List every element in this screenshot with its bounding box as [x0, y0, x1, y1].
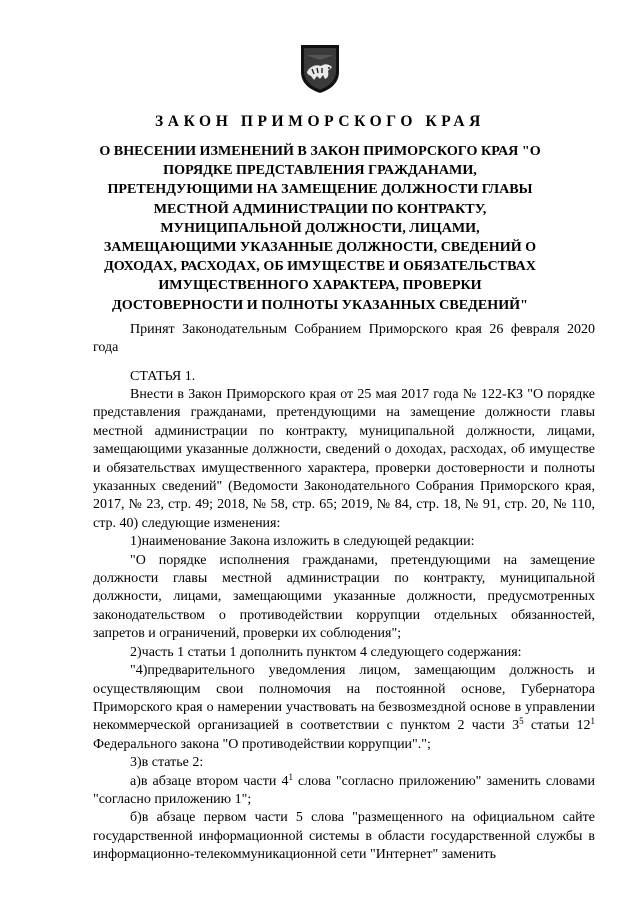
law-subtitle: О ВНЕСЕНИИ ИЗМЕНЕНИЙ В ЗАКОН ПРИМОРСКОГО КРАЯ "О ПОРЯДКЕ ПРЕДСТАВЛЕНИЯ ГРАЖДАНАМИ, ПРЕТЕНДУЮЩИМИ НА ЗАМЕЩЕНИЕ ДОЛЖНОСТИ ГЛАВЫ МЕСТНОЙ АДМИНИСТРАЦИИ ПО КОНТРАКТУ, МУНИЦИПАЛЬНОЙ ДОЛЖНОСТИ, ЛИЦАМИ, ЗАМЕЩАЮЩИМИ УКАЗАННЫЕ ДОЛЖНОСТИ, СВЕДЕНИЙ О ДОХОДАХ, РАСХОДАХ, ОБ ИМУЩЕСТВЕ И ОБЯЗАТЕЛЬСТВАХ ИМУЩЕСТВЕННОГО ХАРАКТЕРА, ПРОВЕРКИ ДОСТОВЕРНОСТИ И ПОЛНОТЫ УКАЗАННЫХ СВЕДЕНИЙ"	[99, 143, 541, 313]
article-body	[93, 386, 595, 865]
item-3a	[93, 773, 595, 810]
item-3a-text-a: а)в абзаце втором части 4	[130, 773, 289, 789]
item-2: 2)часть 1 статьи 1 дополнить пунктом 4 следующего содержания:	[130, 644, 522, 660]
item-2-quote-text-b: статьи 12	[523, 718, 591, 734]
item-3: 3)в статье 2:	[130, 755, 204, 771]
superscript: 1	[590, 716, 595, 727]
item-2-quote	[93, 662, 595, 754]
item-1: 1)наименование Закона изложить в следующей редакции:	[130, 534, 475, 550]
superscript: 5	[519, 716, 524, 727]
superscript: 1	[288, 771, 293, 782]
item-2-quote-text-a: "4)предварительного уведомления лицом, замещающим должность и осуществляющим свои полномочия на постоянной основе, Губернатора Приморского края о намерении участвовать на безвозмездной основе в управлении некоммерческой организацией в соответствии с пунктом 2 части 3	[93, 663, 595, 734]
article-intro: Внести в Закон Приморского края от 25 мая 2017 года № 122-КЗ "О порядке представления гражданами, претендующими на замещение должности главы местной администрации по контракту, муниципальной должности, лицами, замещающими указанные должности, сведений о доходах, расходах, об имуществе и обязательствах имущественного характера, проверки достоверности и полноты указанных сведений" (Ведомости Законодательного Собрания Приморского края, 2017, № 23, стр. 49; 2018, № 58, стр. 65; 2019, № 84, стр. 18, № 91, стр. 20, № 110, стр. 40) следующие изменения:	[93, 387, 595, 531]
item-3a-text-b: слова "согласно приложению" заменить словами "согласно приложению 1";	[93, 773, 596, 807]
item-1-quote: "О порядке исполнения гражданами, претендующими на замещение должности главы местной администрации по контракту, муниципальной должности, лицами, замещающими указанные должности, предусмотренных законодательством о противодействии коррупции отдельных обязанностей, запретов и ограничений, проверки их соблюдения";	[93, 552, 595, 642]
article-heading: СТАТЬЯ 1.	[130, 369, 196, 384]
adoption-note: Принят Законодательным Собранием Приморского края 26 февраля 2020 года	[93, 322, 595, 356]
item-3b: б)в абзаце первом части 5 слова "размещенного на официальном сайте государственной информационной системы в области государственной службы в информационно-телекоммуникационной сети "Интернет" заменить	[93, 810, 595, 863]
item-2-quote-text-c: Федерального закона "О противодействии коррупции".";	[93, 736, 431, 752]
law-title: ЗАКОН ПРИМОРСКОГО КРАЯ	[155, 113, 485, 130]
coat-of-arms-icon	[298, 42, 342, 94]
